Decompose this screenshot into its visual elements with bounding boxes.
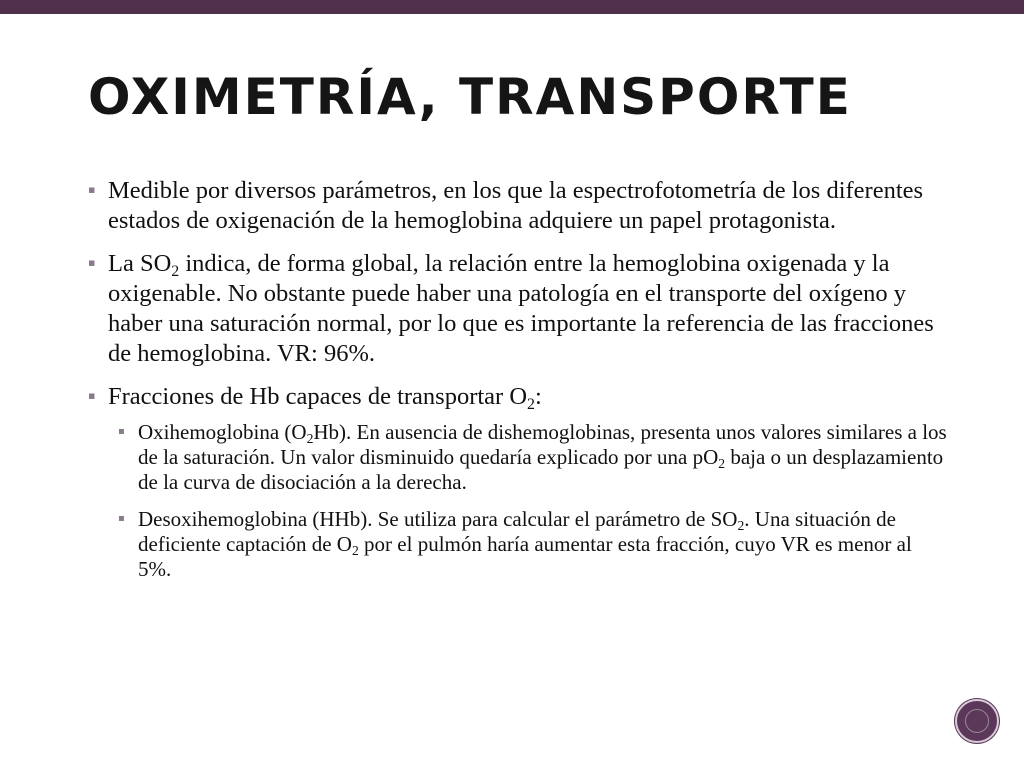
subscript: 2 <box>718 456 726 472</box>
badge-ring <box>965 709 989 733</box>
square-bullet-icon: ▪ <box>118 426 125 437</box>
text-run: indica, de forma global, la relación entre la hemoglobina oxigenada y la oxigenable. No obstante puede haber una patología en el transporte del oxígeno y haber una saturación normal, por lo que es importante la referencia de las fracciones de hemoglobina. VR: 96%. <box>108 250 934 367</box>
text-run: Hb). En ausencia de dishemoglobinas, presenta unos valores similares a los de la saturación. Un valor disminuido quedaría explicado por una pO <box>138 420 947 469</box>
subscript: 2 <box>171 262 180 280</box>
square-bullet-icon: ▪ <box>88 389 96 402</box>
bullet-item <box>88 249 948 369</box>
square-bullet-icon: ▪ <box>118 513 125 524</box>
text-run: . Una situación de deficiente captación de O <box>138 507 896 556</box>
sub-bullet-list <box>88 420 948 582</box>
sub-bullet-item <box>118 507 948 582</box>
text-run: por el pulmón haría aumentar esta fracción, cuyo VR es menor al 5%. <box>138 532 912 581</box>
bullet-item <box>88 176 948 236</box>
text-run: La SO <box>108 250 172 277</box>
text-run: : <box>535 383 542 410</box>
sub-bullet-text <box>138 507 912 581</box>
subscript: 2 <box>306 431 314 447</box>
subscript: 2 <box>527 395 535 413</box>
slide-title: OXIMETRÍA, TRANSPORTE <box>88 68 852 126</box>
text-run: baja o un desplazamiento de la curva de disociación a la derecha. <box>138 445 944 494</box>
square-bullet-icon: ▪ <box>88 183 96 196</box>
text-run: Desoxihemoglobina (HHb). Se utiliza para calcular el parámetro de SO <box>138 507 738 531</box>
bullet-text <box>108 250 934 367</box>
bullet-item <box>88 382 948 412</box>
sub-bullet-text <box>138 420 947 494</box>
square-bullet-icon: ▪ <box>88 256 96 269</box>
sub-bullet-item <box>118 420 948 495</box>
slide-content <box>88 176 948 594</box>
bullet-text <box>108 383 542 413</box>
top-accent-bar <box>0 0 1024 14</box>
text-run: Oxihemoglobina (O <box>138 420 307 444</box>
subscript: 2 <box>351 543 359 559</box>
bullet-text: Medible por diversos parámetros, en los que la espectrofotometría de los diferentes estados de oxigenación de la hemoglobina adquiere un papel protagonista. <box>108 177 924 234</box>
text-run: Fracciones de Hb capaces de transportar O <box>108 383 528 410</box>
subscript: 2 <box>737 518 745 534</box>
circular-slide-badge-icon <box>955 699 999 743</box>
